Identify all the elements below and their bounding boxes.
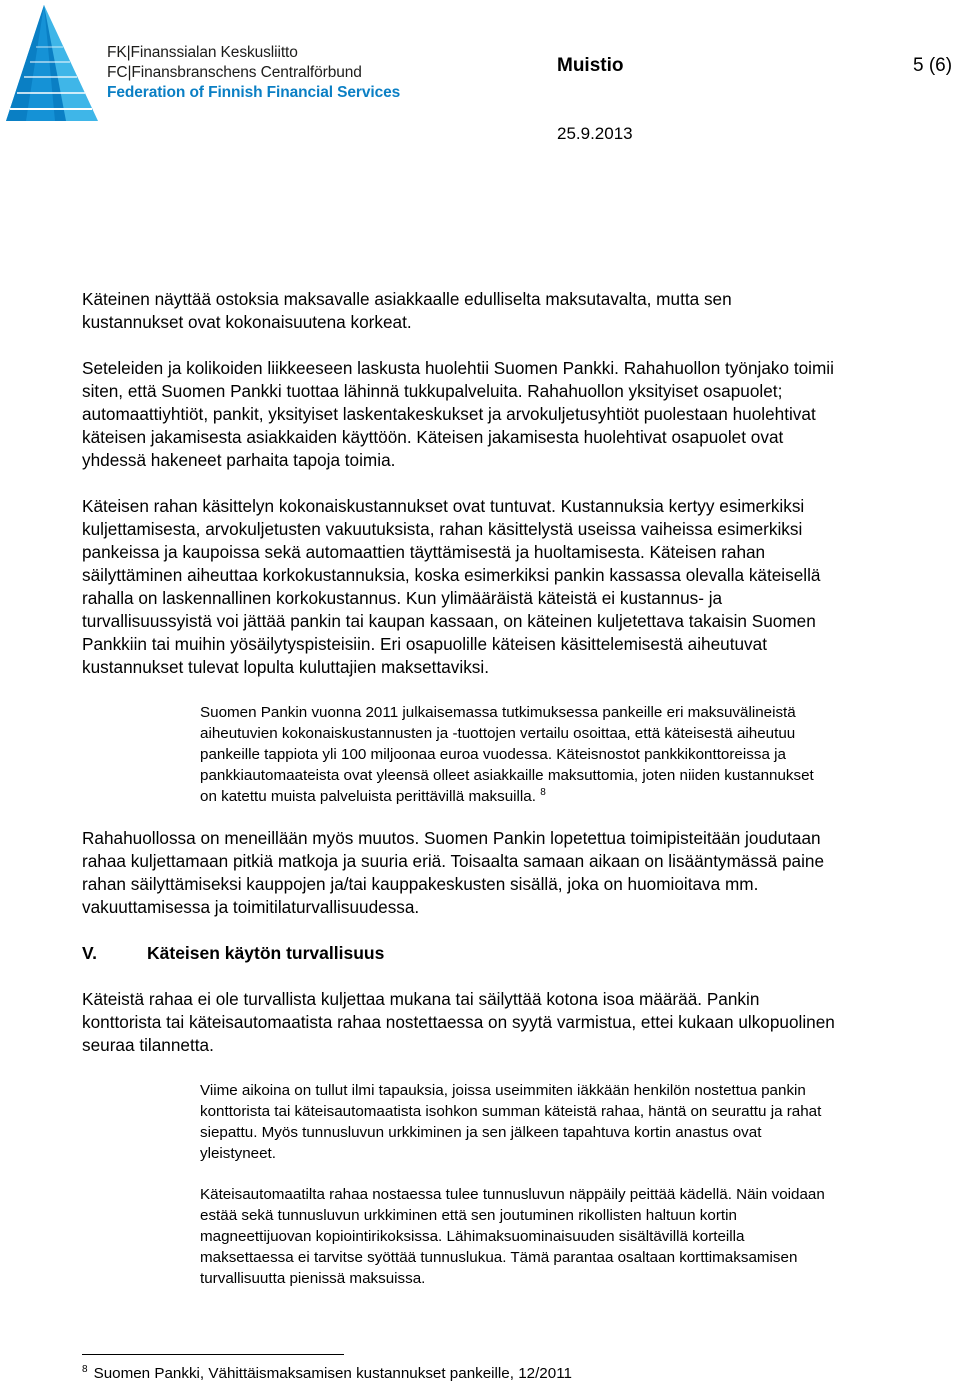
text-line: säilyttäminen aiheuttaa korkokustannuksia, koska esimerkiksi pankin kassassa olevalla käteisellä bbox=[82, 565, 821, 585]
document-date: 25.9.2013 bbox=[557, 124, 633, 143]
text-line: konttorista tai käteisautomaatista isohkon summan käteistä rahaa, häntä on seurattu ja rahat bbox=[200, 1103, 822, 1120]
footnote-text: Suomen Pankki, Vähittäismaksamisen kustannukset pankeille, 12/2011 bbox=[93, 1365, 572, 1382]
footnote-separator bbox=[82, 1354, 344, 1355]
text-line: aiheutuvien kokonaiskustannusten ja -tuottojen vertailu osoittaa, että käteisestä aiheutuu bbox=[200, 725, 796, 742]
text-line: magneettijuovan kopiointirikoksissa. Lähimaksuominaisuuden sisältävillä korteilla bbox=[200, 1228, 745, 1245]
text-line-content: on katettu muista palveluista perittävillä maksuilla. bbox=[200, 788, 536, 805]
quote-block-2 bbox=[200, 1080, 940, 1164]
text-line: konttorista tai käteisautomaatista rahaa nostettaessa on syytä varmistua, ettei kukaan ulkopuolinen bbox=[82, 1012, 835, 1032]
text-line: kustannukset ovat kokonaisuutena korkeat. bbox=[82, 312, 412, 332]
section-heading bbox=[82, 942, 960, 965]
text-line bbox=[200, 786, 940, 807]
footnote-reference[interactable]: 8 bbox=[540, 787, 546, 798]
text-line: pankkiautomaateista ovat yleensä olleet asiakkaille maksuttomia, joten niiden kustannukset bbox=[200, 767, 814, 784]
text-line: rahalla on laskennallinen korkokustannus. Kun ylimääräistä käteistä ei kustannus- ja bbox=[82, 588, 723, 608]
text-line: kustannukset tulevat lopulta kuluttajien maksettaviksi. bbox=[82, 657, 489, 677]
text-line: siepattu. Myös tunnusluvun urkkiminen ja sen jälkeen tapahtuva kortin anastus ovat bbox=[200, 1124, 762, 1141]
paragraph-1 bbox=[82, 288, 960, 334]
text-line: maksettaessa ei tarvitse syöttää tunnuslukua. Tämä parantaa osaltaan korttimaksamisen bbox=[200, 1249, 798, 1266]
text-line: käteisen jakamisesta asiakkaiden käyttöön. Käteisen jakamisesta huolehtivat osapuolet ovat bbox=[82, 427, 784, 447]
text-line: kuljettamisesta, arvokuljetusten vakuutuksista, rahan käsittelystä useissa vaiheissa esimerkiksi bbox=[82, 519, 803, 539]
text-line: rahaa kuljettamaan pitkiä matkoja ja suuria eriä. Toisaalta samaan aikaan on lisääntymässä paine bbox=[82, 851, 825, 871]
text-line: automaattiyhtiöt, pankit, yksityiset laskentakeskukset ja arvokuljetusyhtiöt puolestaan huolehtivat bbox=[82, 404, 816, 424]
text-line: yhdessä hakeneet parhaita tapoja toimia. bbox=[82, 450, 396, 470]
page-number: 5 (6) bbox=[913, 55, 953, 76]
text-line: Käteistä rahaa ei ole turvallista kuljettaa mukana tai säilyttää kotona isoa määrää. Pankin bbox=[82, 989, 760, 1009]
federation-logo-mark bbox=[6, 5, 98, 121]
section-number: V. bbox=[82, 943, 97, 963]
org-name-english: Federation of Finnish Financial Services bbox=[107, 84, 401, 101]
text-line: rahan säilyttämiseksi kauppojen ja/tai kauppakeskusten sisällä, joka on huomioitava mm. bbox=[82, 874, 759, 894]
footnote bbox=[82, 1364, 572, 1384]
document-body bbox=[82, 288, 960, 1289]
text-line: turvallisuussyistä voi jättää pankin tai kaupan kassaan, on käteinen kuljetettava takaisin Suomen bbox=[82, 611, 816, 631]
quote-block-1 bbox=[200, 702, 940, 807]
text-line: seuraa tilannetta. bbox=[82, 1035, 214, 1055]
text-line: Rahahuollossa on meneillään myös muutos. Suomen Pankin lopetettua toimipisteitään joudutaan bbox=[82, 828, 821, 848]
text-line: Käteisen rahan käsittelyn kokonaiskustannukset ovat tuntuvat. Kustannuksia kertyy esimerkiksi bbox=[82, 496, 805, 516]
text-line: pankeissa ja kaupoissa sekä automaattien täyttämisestä ja huoltamisesta. Käteisen rahan bbox=[82, 542, 766, 562]
footnote-number: 8 bbox=[82, 1364, 88, 1375]
text-line: pankeille tappiota yli 100 miljoonaa euroa vuodessa. Käteisnostot pankkikonttoreissa ja bbox=[200, 746, 786, 763]
text-line: Seteleiden ja kolikoiden liikkeeseen laskusta huolehtii Suomen Pankki. Rahahuollon työnjako toimii bbox=[82, 358, 834, 378]
text-line: siten, että Suomen Pankki tuottaa lähinnä tukkupalveluita. Rahahuollon yksityiset osapuolet; bbox=[82, 381, 783, 401]
org-name-finnish: FK|Finanssialan Keskusliitto bbox=[107, 44, 298, 61]
quote-block-3 bbox=[200, 1184, 940, 1289]
document-type: Muistio bbox=[557, 55, 624, 76]
section-title: Käteisen käytön turvallisuus bbox=[147, 943, 385, 963]
text-line: Käteisautomaatilta rahaa nostaessa tulee tunnusluvun näppäily peittää kädellä. Näin voidaan bbox=[200, 1186, 825, 1203]
paragraph-4 bbox=[82, 827, 960, 919]
paragraph-2 bbox=[82, 357, 960, 472]
text-line: turvallisuutta pienissä maksuissa. bbox=[200, 1270, 426, 1287]
text-line: vakuuttamisessa ja toimitilaturvallisuudessa. bbox=[82, 897, 420, 917]
text-line: Viime aikoina on tullut ilmi tapauksia, joissa useimmiten iäkkään henkilön nostettua pankin bbox=[200, 1082, 806, 1099]
text-line: estää sekä tunnusluvun urkkiminen että sen joutuminen rikollisten haltuun kortin bbox=[200, 1207, 737, 1224]
text-line: yleistyneet. bbox=[200, 1145, 276, 1162]
organization-name bbox=[107, 43, 400, 103]
paragraph-3 bbox=[82, 495, 960, 679]
text-line: Pankkiin tai muihin yösäilytyspisteisiin. Eri osapuolille käteisen käsittelemisestä aiheutuvat bbox=[82, 634, 767, 654]
text-line: Käteinen näyttää ostoksia maksavalle asiakkaalle edulliselta maksutavalta, mutta sen bbox=[82, 289, 732, 309]
paragraph-5 bbox=[82, 988, 960, 1057]
org-name-swedish: FC|Finansbranschens Centralförbund bbox=[107, 64, 362, 81]
text-line: Suomen Pankin vuonna 2011 julkaisemassa tutkimuksessa pankeille eri maksuvälineistä bbox=[200, 704, 796, 721]
